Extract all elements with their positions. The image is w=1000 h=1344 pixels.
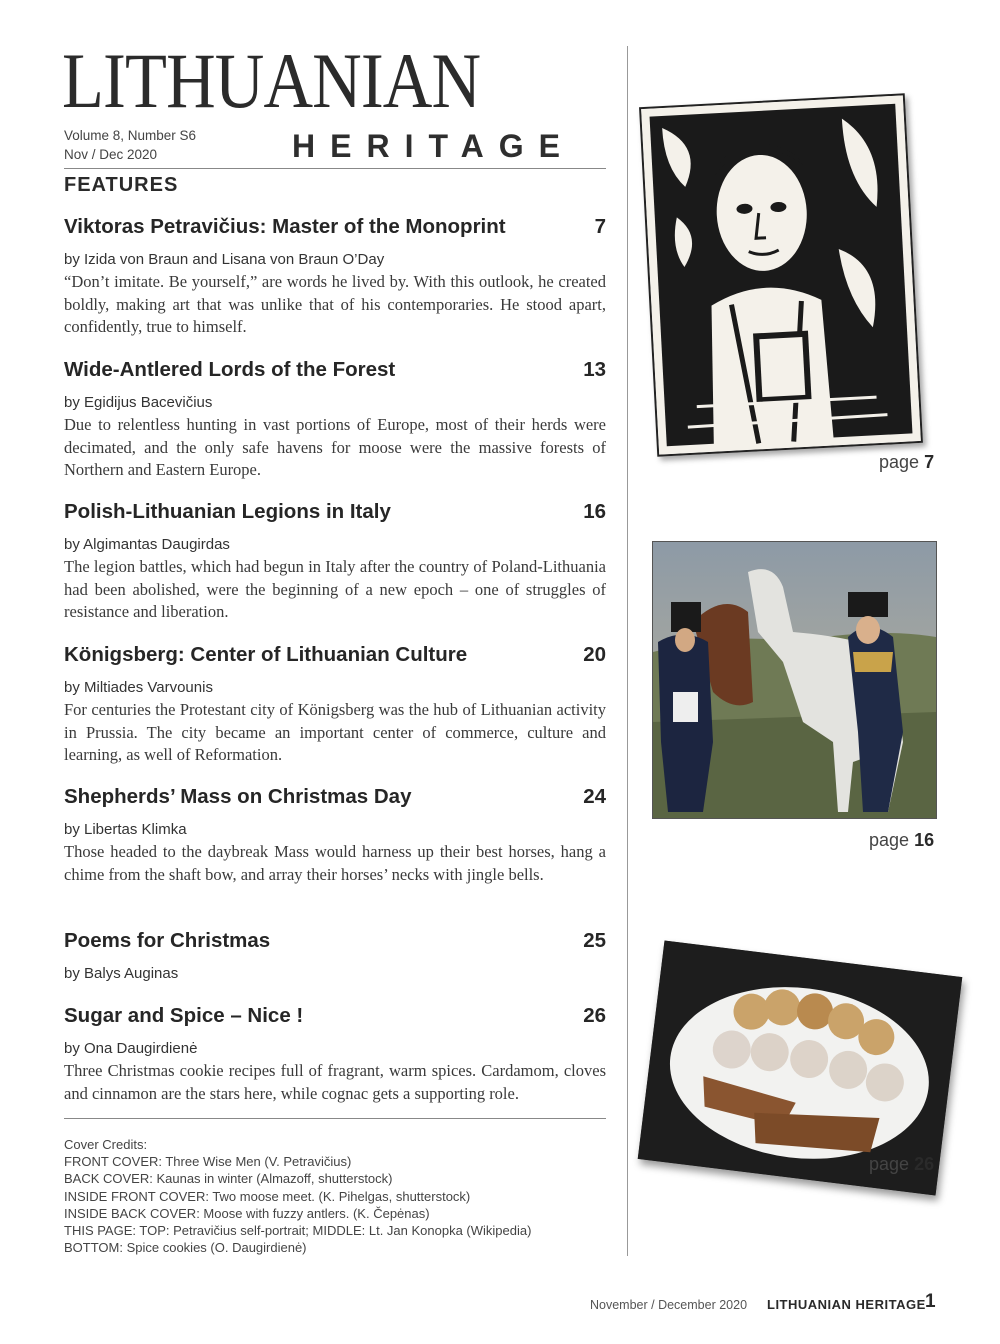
article-entry[interactable] [64,215,606,339]
article-title[interactable]: Poems for Christmas [64,929,271,952]
article-title[interactable]: Wide-Antlered Lords of the Forest [64,358,396,381]
issue-date: Nov / Dec 2020 [64,147,158,162]
self-portrait-woodcut-image [639,93,923,456]
article-title[interactable]: Shepherds’ Mass on Christmas Day [64,785,412,808]
article-entry[interactable] [64,785,606,886]
article-description: Three Christmas cookie recipes full of fragrant, warm spices. Cardamom, cloves and cinnamon are the stars here, while cognac gets a supporting role. [64,1061,606,1103]
credit-line: THIS PAGE: TOP: Petravičius self-portrait; MIDDLE: Lt. Jan Konopka (Wikipedia) [64,1223,532,1239]
article-author: by Libertas Klimka [64,821,187,838]
article-page-number: 13 [583,358,606,381]
article-page-number: 26 [583,1004,606,1027]
article-entry[interactable] [64,500,606,624]
legion-officer-painting-image [652,541,937,819]
volume-number: Volume 8, Number S6 [64,128,197,143]
article-entry[interactable] [64,643,606,767]
image-caption: page 26 [869,1154,935,1174]
article-title[interactable]: Königsberg: Center of Lithuanian Culture [64,643,468,666]
article-page-number: 25 [583,929,606,952]
magazine-subtitle: HERITAGE [292,128,575,164]
article-page-number: 7 [594,215,606,238]
article-description: “Don’t imitate. Be yourself,” are words he lived by. With this outlook, he created boldly, making art that was unlike that of his contemporaries. He stood apart, confidently, true to himself. [64,272,606,336]
article-description: For centuries the Protestant city of Königsberg was the hub of Lithuanian activity in Prussia. The city became an important center of commerce, culture and learning, as well of Reformation. [64,700,606,764]
article-entry[interactable] [64,929,606,983]
article-description: Due to relentless hunting in vast portions of Europe, most of their herds were decimated, and the only safe havens for moose were the massive forests of Northern and Eastern Europe. [64,415,606,479]
article-author: by Izida von Braun and Lisana von Braun O’Day [64,251,385,268]
article-entry[interactable] [64,358,606,482]
column-divider [627,46,628,1256]
article-description: The legion battles, which had begun in Italy after the country of Poland-Lithuania had been abolished, were the beginning of a new epoch – one of struggles of resistance and liberation. [64,557,606,621]
article-title[interactable]: Sugar and Spice – Nice ! [64,1004,304,1027]
article-page-number: 16 [583,500,606,523]
credits-rule [64,1118,606,1119]
header-rule [64,168,606,169]
article-title[interactable]: Polish-Lithuanian Legions in Italy [64,500,391,523]
article-author: by Algimantas Daugirdas [64,536,230,553]
credit-line: INSIDE BACK COVER: Moose with fuzzy antlers. (K. Čepėnas) [64,1205,430,1221]
article-author: by Ona Daugirdienė [64,1040,198,1057]
article-author: by Egidijus Bacevičius [64,394,213,411]
article-description: Those headed to the daybreak Mass would harness up their best horses, hang a chime from the shaft bow, and array their horses’ necks with jingle bells. [64,842,606,884]
cover-credits [64,1136,531,1256]
credit-line: BOTTOM: Spice cookies (O. Daugirdienė) [64,1240,307,1256]
section-heading: FEATURES [64,174,179,196]
article-title[interactable]: Viktoras Petravičius: Master of the Monoprint [64,215,506,238]
image-caption: page 7 [879,452,935,472]
article-page-number: 20 [583,643,606,666]
article-entry[interactable] [64,1004,606,1105]
article-page-number: 24 [583,785,606,808]
image-caption: page 16 [869,830,935,850]
article-author: by Miltiades Varvounis [64,679,213,696]
footer-page-number: 1 [925,1291,936,1312]
credit-line: BACK COVER: Kaunas in winter (Almazoff, shutterstock) [64,1171,393,1187]
credits-heading: Cover Credits: [64,1137,148,1152]
footer-date: November / December 2020 [590,1298,748,1312]
issue-info [64,126,196,164]
footer-magazine-name: LITHUANIAN HERITAGE [767,1297,926,1312]
credit-line: INSIDE FRONT COVER: Two moose meet. (K. Pihelgas, shutterstock) [64,1188,471,1204]
article-author: by Balys Auginas [64,965,179,982]
credit-line: FRONT COVER: Three Wise Men (V. Petravičius) [64,1154,352,1170]
magazine-title: LITHUANIAN [62,37,481,124]
